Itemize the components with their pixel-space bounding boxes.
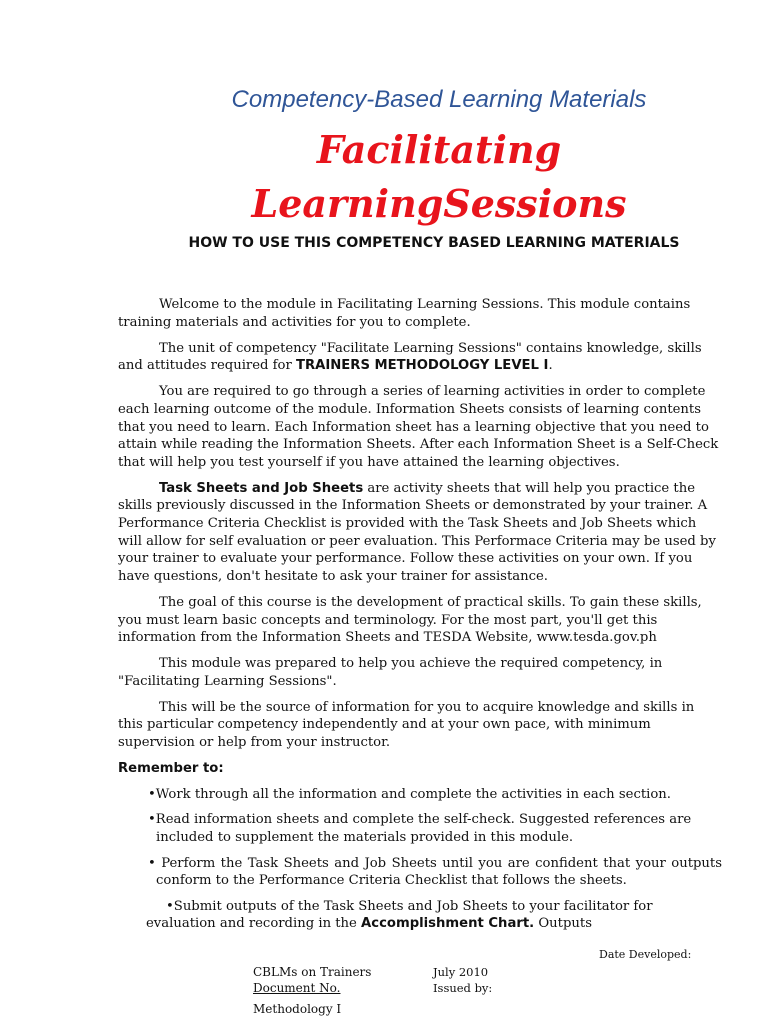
paragraph-unit-of-competency — [118, 340, 722, 375]
accomplishment-chart: Accomplishment Chart. — [361, 916, 535, 932]
paragraph-module-prepared: This module was prepared to help you achieve the required competency, in "Facilitating Learning Sessions". — [118, 656, 663, 689]
submit-text: •Submit outputs of the Task Sheets and Job Sheets to your facilitator for evaluation and recording in the — [146, 898, 653, 932]
bullet-submit-outputs — [146, 898, 722, 933]
bullet-perform-task-sheets: • Perform the Task Sheets and Job Sheets until you are confident that your outputs conform to the Performance Criteria Checklist that follows the sheets. — [148, 855, 722, 889]
date-value: July 2010 — [433, 965, 489, 979]
trainers-methodology-level: TRAINERS METHODOLOGY LEVEL I — [296, 358, 549, 374]
cblm-label: CBLMs on Trainers — [253, 965, 372, 979]
document-title-line-2: LearningSessions — [251, 181, 627, 226]
document-title-line-1: Facilitating — [316, 127, 562, 172]
document-number-label: Document No. — [253, 981, 341, 995]
paragraph-source-of-information: This will be the source of information for you to acquire knowledge and skills in this particular competency independently and at your own pace, with minimum supervision or help from your instructor. — [118, 699, 695, 751]
issued-by-label: Issued by: — [433, 981, 493, 995]
bullet-read-information: •Read information sheets and complete the self-check. Suggested references are included to supplement the materials provided in this module. — [148, 812, 692, 845]
paragraph-goal: The goal of this course is the development of practical skills. To gain these skills, you must learn basic concepts and terminology. For the most part, you'll get this information from the Information Sheets and TESDA Website, www.tesda.gov.ph — [118, 594, 702, 646]
section-heading: HOW TO USE THIS COMPETENCY BASED LEARNING MATERIALS — [188, 235, 680, 251]
document-subtitle: Competency-Based Learning Materials — [231, 86, 647, 113]
paragraph-welcome: Welcome to the module in Facilitating Learning Sessions. This module contains training materials and activities for you to complete. — [118, 297, 691, 330]
task-sheets-text: are activity sheets that will help you practice the skills previously discussed in the Information Sheets or demonstrated by your trainer. A Performance Criteria Checklist is provided with the Task Sheets and Job Sheets which will allow for self evaluation or peer evaluation. This Performace Criteria may be used by your trainer to evaluate your performance. Follow these activities on your own. If you have questions, don't hesitate to ask your trainer for assistance. — [118, 480, 716, 584]
bullet-work-through: •Work through all the information and complete the activities in each section. — [148, 786, 671, 802]
remember-heading: Remember to: — [118, 761, 224, 777]
body-text — [118, 296, 722, 933]
unit-text-end: . — [548, 358, 553, 374]
outputs-text: Outputs — [534, 916, 592, 932]
task-sheets-label: Task Sheets and Job Sheets — [159, 480, 364, 496]
unit-text: The unit of competency "Facilitate Learning Sessions" contains knowledge, skills and attitudes required for — [118, 340, 702, 374]
date-developed-label: Date Developed: — [599, 948, 692, 961]
methodology-label: Methodology I — [253, 1002, 342, 1016]
paragraph-learning-activities: You are required to go through a series of learning activities in order to complete each learning outcome of the module. Information Sheets consists of learning contents that you need to learn. Each Information sheet has a learning objective that you need to attain while reading the Information Sheets. After each Information Sheet is a Self-Check that will help you test yourself if you have attained the learning objectives. — [118, 384, 719, 470]
paragraph-task-sheets — [118, 480, 722, 586]
